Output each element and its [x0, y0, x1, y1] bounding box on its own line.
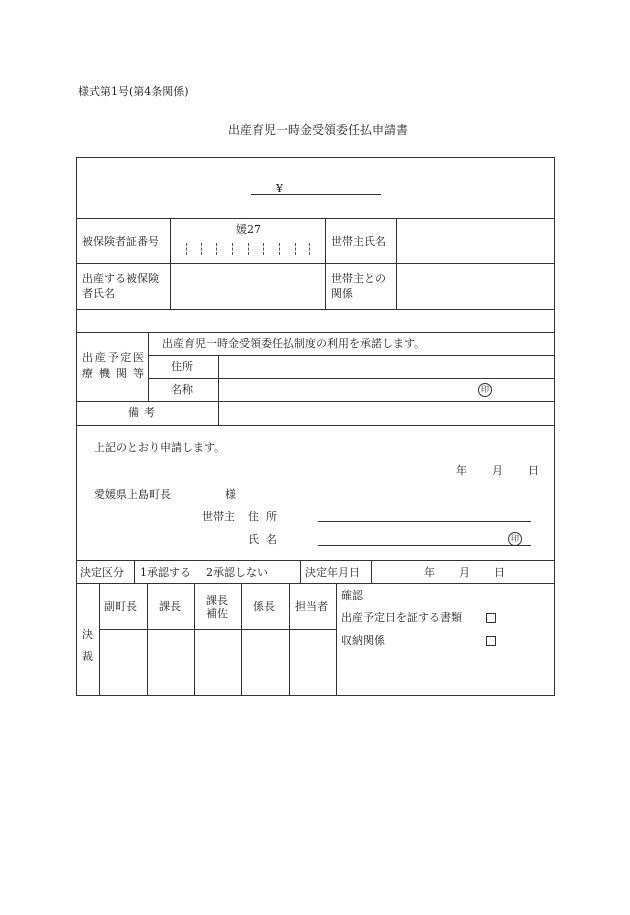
- decision-label: 決定区分: [80, 566, 124, 579]
- decision-date-label: 決定年月日: [305, 566, 360, 579]
- insured-number-label: 被保険者証番号: [82, 235, 159, 248]
- form-number: 様式第1号(第4条関係): [78, 85, 189, 98]
- check-payment-checkbox[interactable]: [486, 636, 496, 646]
- check-due-date-document-checkbox[interactable]: [486, 613, 496, 623]
- application-date-month: 月: [492, 464, 503, 477]
- approval-role-subsection-chief: 係長: [253, 600, 275, 613]
- institution-address-field[interactable]: [220, 357, 553, 377]
- application-date-day: 日: [528, 464, 539, 477]
- applicant-address-label: 住所: [248, 510, 284, 523]
- amount-field[interactable]: [251, 194, 381, 195]
- check-due-date-document-label: 出産予定日を証する書類: [341, 611, 462, 624]
- insured-number-prefix: 媛27: [236, 223, 261, 236]
- remarks-field[interactable]: [220, 403, 553, 424]
- addressee-honorific: 様: [225, 488, 236, 501]
- approval-stamp-staff[interactable]: [290, 630, 335, 695]
- applicant-name-field[interactable]: [318, 545, 531, 546]
- institution-consent-text: 出産育児一時金受領委任払制度の利用を承諾します。: [162, 337, 426, 350]
- approval-role-staff: 担当者: [295, 600, 328, 613]
- approval-role-section-chief: 課長: [159, 600, 181, 613]
- decision-option-reject[interactable]: 2承認しない: [206, 566, 268, 579]
- approval-label: 決裁: [82, 628, 93, 663]
- addressee: 愛媛県上島町長: [94, 488, 171, 501]
- applicant-name-label: 氏名: [248, 533, 284, 546]
- check-payment-label: 収納関係: [341, 634, 385, 647]
- confirm-label: 確認: [341, 589, 363, 602]
- institution-name-label: 名称: [171, 383, 193, 396]
- institution-name-field[interactable]: [220, 380, 470, 400]
- head-of-household-label: 世帯主氏名: [331, 235, 386, 248]
- approval-stamp-vice-mayor[interactable]: [100, 630, 146, 695]
- insured-name-label: 出産する被保険者氏名: [82, 272, 159, 300]
- approval-role-assistant-chief: 課長補佐: [206, 594, 228, 620]
- applicant-head-label: 世帯主: [202, 510, 235, 523]
- application-statement: 上記のとおり申請します。: [94, 441, 226, 454]
- approval-stamp-section-chief[interactable]: [148, 630, 193, 695]
- remarks-label: 備考: [128, 406, 160, 419]
- insured-number-field[interactable]: [172, 238, 322, 262]
- head-of-household-name-field[interactable]: [398, 220, 553, 262]
- applicant-address-field[interactable]: [318, 521, 531, 522]
- approval-stamp-subsection-chief[interactable]: [242, 630, 288, 695]
- institution-label: 出産予定医療機関等: [82, 351, 144, 380]
- application-date-year: 年: [456, 464, 467, 477]
- relation-label: 世帯主との関係: [331, 272, 386, 300]
- institution-seal: 印: [478, 383, 492, 397]
- insured-name-field[interactable]: [172, 265, 324, 308]
- yen-symbol: ¥: [276, 182, 283, 195]
- institution-address-label: 住所: [171, 360, 193, 373]
- decision-option-approve[interactable]: 1承認する: [140, 566, 191, 579]
- applicant-seal: 印: [508, 532, 522, 546]
- decision-date-day: 日: [494, 566, 505, 579]
- decision-date-year: 年: [424, 566, 435, 579]
- relation-field[interactable]: [398, 265, 553, 308]
- approval-stamp-assistant-chief[interactable]: [195, 630, 240, 695]
- page-title: 出産育児一時金受領委任払申請書: [228, 123, 409, 137]
- decision-date-month: 月: [459, 566, 470, 579]
- approval-role-vice-mayor: 副町長: [104, 600, 137, 613]
